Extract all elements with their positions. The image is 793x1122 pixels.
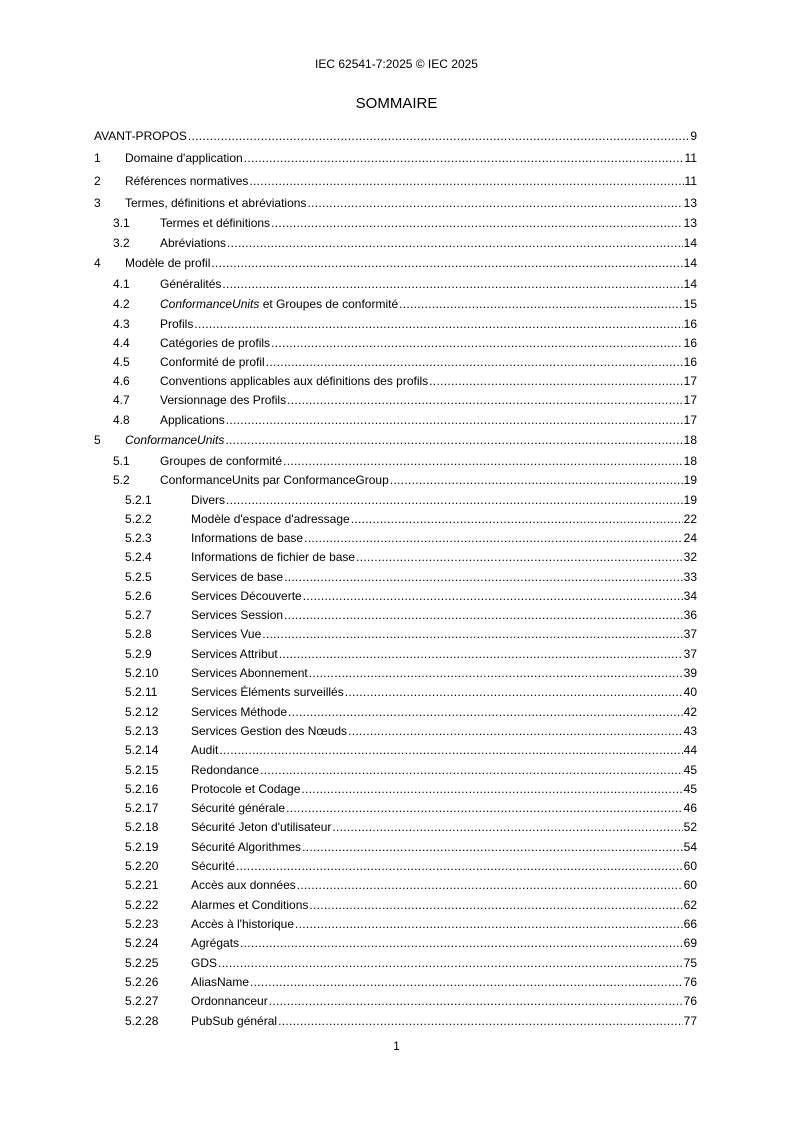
toc-entry[interactable] xyxy=(113,295,697,311)
toc-entry-title-text: Conformité de profil xyxy=(160,355,265,369)
toc-entry-page: 33 xyxy=(683,570,697,584)
toc-entry-page: 11 xyxy=(684,174,697,188)
toc-entry-title-text: Groupes de conformité xyxy=(160,454,283,468)
toc-entry[interactable] xyxy=(113,471,697,487)
toc-entry-title-text: Versionnage des Profils xyxy=(160,393,287,407)
toc-entry-title-text: et Groupes de conformité xyxy=(259,297,399,311)
toc-leader-dots xyxy=(240,936,683,950)
toc-entry-title-text: Alarmes et Conditions xyxy=(191,898,309,912)
toc-entry-number: 5.2.10 xyxy=(125,666,159,680)
toc-leader-dots xyxy=(225,433,682,447)
toc-entry[interactable] xyxy=(125,510,697,526)
toc-entry[interactable] xyxy=(125,548,697,564)
toc-entry-title xyxy=(191,763,259,777)
toc-entry-page: 52 xyxy=(683,820,697,834)
toc-entry-page: 14 xyxy=(683,236,697,250)
toc-entry-page: 66 xyxy=(683,917,697,931)
toc-entry-page: 46 xyxy=(683,801,697,815)
toc-entry-title xyxy=(191,917,294,931)
toc-leader-dots xyxy=(266,355,683,369)
toc-entry[interactable] xyxy=(113,391,697,407)
toc-entry-page: 14 xyxy=(683,277,697,291)
toc-entry[interactable] xyxy=(125,799,697,815)
toc-entry-page: 45 xyxy=(683,763,697,777)
toc-entry[interactable] xyxy=(125,992,697,1008)
toc-entry[interactable] xyxy=(125,838,697,854)
toc-entry[interactable] xyxy=(113,334,697,350)
toc-entry-page: 17 xyxy=(683,374,697,388)
toc-leader-dots xyxy=(288,705,683,719)
toc-entry-title-text: Services Session xyxy=(191,608,284,622)
toc-entry-title-text: Informations de base xyxy=(191,531,304,545)
toc-entry-number: 5.2.17 xyxy=(125,801,159,815)
toc-entry-number: 5.2.3 xyxy=(125,531,152,545)
toc-entry-title-text: Applications xyxy=(160,413,225,427)
toc-entry-title-text: PubSub général xyxy=(191,1014,278,1028)
toc-entry-number: 5.2.15 xyxy=(125,763,159,777)
toc-entry[interactable] xyxy=(125,973,697,989)
toc-leader-dots xyxy=(303,589,683,603)
toc-entry-number: 5.2.13 xyxy=(125,724,159,738)
toc-entry-page: 60 xyxy=(683,878,697,892)
toc-entry-page: 19 xyxy=(683,493,697,507)
toc-entry-title-text: Services Abonnement xyxy=(191,666,308,680)
toc-entry-title-text: Sécurité Algorithmes xyxy=(191,840,302,854)
toc-leader-dots xyxy=(304,531,683,545)
toc-entry[interactable] xyxy=(125,915,697,931)
toc-leader-dots xyxy=(226,413,683,427)
toc-entry-number: 4 xyxy=(94,256,101,270)
toc-entry[interactable] xyxy=(125,606,697,622)
toc-entry-number: 5.2.8 xyxy=(125,627,152,641)
toc-entry-title-text: Catégories de profils xyxy=(160,336,271,350)
toc-entry-number: 5.2.19 xyxy=(125,840,159,854)
toc-entry-number: 5.2.18 xyxy=(125,820,159,834)
toc-entry[interactable] xyxy=(125,780,697,796)
toc-entry-page: 15 xyxy=(683,297,697,311)
toc-entry[interactable] xyxy=(125,722,697,738)
toc-entry[interactable] xyxy=(94,172,697,188)
toc-entry-page: 43 xyxy=(683,724,697,738)
toc-entry-page: 18 xyxy=(683,454,697,468)
toc-leader-dots xyxy=(283,454,683,468)
toc-entry-title-text: AliasName xyxy=(191,975,250,989)
toc-entry-number: 5.2.21 xyxy=(125,878,159,892)
toc-entry[interactable] xyxy=(125,491,697,507)
toc-entry-title xyxy=(191,975,249,989)
toc-entry-title-text: Sécurité Jeton d'utilisateur xyxy=(191,820,332,834)
toc-leader-dots xyxy=(227,236,683,250)
toc-entry-title-text: Abréviations xyxy=(160,236,227,250)
toc-entry-title xyxy=(160,297,398,311)
toc-leader-dots xyxy=(260,763,683,777)
toc-entry-title xyxy=(94,129,187,143)
toc-entry-title xyxy=(191,608,283,622)
toc-entry-page: 37 xyxy=(683,647,697,661)
toc-entry-number: 5.2.4 xyxy=(125,550,152,564)
toc-entry-title-text: Sécurité générale xyxy=(191,801,286,815)
toc-entry-number: 4.2 xyxy=(113,297,130,311)
toc-entry-title xyxy=(191,801,285,815)
toc-entry-title xyxy=(191,936,239,950)
toc-entry-page: 14 xyxy=(683,256,697,270)
toc-entry[interactable] xyxy=(94,149,697,165)
toc-entry-title-text: Ordonnanceur xyxy=(191,994,268,1008)
toc-entry-page: 76 xyxy=(683,994,697,1008)
toc-entry[interactable] xyxy=(125,529,697,545)
toc-entry-title xyxy=(160,236,226,250)
toc-leader-dots xyxy=(279,647,683,661)
toc-entry-number: 5.2.5 xyxy=(125,570,152,584)
toc-entry-title xyxy=(160,413,225,427)
toc-entry-number: 5.2.26 xyxy=(125,975,159,989)
toc-entry-number: 5.2.22 xyxy=(125,898,159,912)
toc-entry[interactable] xyxy=(125,1012,697,1028)
page-number: 1 xyxy=(393,1039,400,1053)
toc-entry-title xyxy=(160,374,428,388)
toc-entry-title xyxy=(191,898,308,912)
toc-entry-title-italic: ConformanceUnits xyxy=(125,433,225,447)
toc-entry-number: 5.2.28 xyxy=(125,1014,159,1028)
toc-entry-title xyxy=(191,493,225,507)
toc-entry-page: 13 xyxy=(683,196,697,210)
toc-entry-title xyxy=(160,355,265,369)
toc-leader-dots xyxy=(278,1014,683,1028)
toc-entry-title-text: Accès à l'historique xyxy=(191,917,295,931)
toc-entry-title-text: Domaine d'application xyxy=(125,151,243,165)
toc-entry-title-text: Divers xyxy=(191,493,226,507)
toc-entry[interactable] xyxy=(125,934,697,950)
toc-leader-dots xyxy=(211,256,682,270)
toc-entry[interactable] xyxy=(125,645,697,661)
toc-entry-page: 40 xyxy=(683,685,697,699)
toc-entry-page: 77 xyxy=(683,1014,697,1028)
toc-entry-title-text: Protocole et Codage xyxy=(191,782,301,796)
toc-entry-title xyxy=(191,647,278,661)
toc-entry-number: 3.2 xyxy=(113,236,130,250)
toc-entry-title-text: Modèle de profil xyxy=(125,256,211,270)
toc-entry-page: 24 xyxy=(683,531,697,545)
toc-entry-title-text: Généralités xyxy=(160,277,222,291)
toc-entry[interactable] xyxy=(125,568,697,584)
toc-entry-title-text: Services de base xyxy=(191,570,284,584)
toc-entry-title xyxy=(191,685,344,699)
toc-entry-number: 5.2.20 xyxy=(125,859,159,873)
toc-entry-page: 16 xyxy=(683,355,697,369)
toc-entry-title xyxy=(160,317,193,331)
toc-entry-title-text: Termes, définitions et abréviations xyxy=(125,196,307,210)
toc-entry-title xyxy=(160,393,286,407)
toc-entry[interactable] xyxy=(94,431,697,447)
toc-leader-dots xyxy=(332,820,682,834)
toc-entry-title xyxy=(191,956,217,970)
toc-entry-page: 9 xyxy=(690,129,697,143)
toc-entry-number: 5.2.1 xyxy=(125,493,152,507)
toc-entry[interactable] xyxy=(94,254,697,270)
toc-entry-title-text: Accès aux données xyxy=(191,878,296,892)
toc-entry-number: 5.2.24 xyxy=(125,936,159,950)
toc-entry-page: 75 xyxy=(683,956,697,970)
toc-leader-dots xyxy=(302,840,683,854)
toc-entry-title xyxy=(160,336,270,350)
toc-leader-dots xyxy=(244,151,684,165)
toc-entry-page: 62 xyxy=(683,898,697,912)
toc-entry-page: 22 xyxy=(683,512,697,526)
toc-entry-number: 3.1 xyxy=(113,216,130,230)
toc-entry[interactable] xyxy=(125,587,697,603)
toc-entry[interactable] xyxy=(125,741,697,757)
toc-entry-title xyxy=(191,570,283,584)
toc-entry-page: 45 xyxy=(683,782,697,796)
toc-entry-page: 32 xyxy=(683,550,697,564)
toc-entry[interactable] xyxy=(113,372,697,388)
toc-entry-number: 5 xyxy=(94,433,101,447)
toc-entry-page: 17 xyxy=(683,393,697,407)
toc-leader-dots xyxy=(351,512,683,526)
toc-entry-title xyxy=(191,994,268,1008)
toc-entry-title-text: Conventions applicables aux définitions des profils xyxy=(160,374,429,388)
toc-leader-dots xyxy=(390,473,683,487)
toc-entry-number: 5.2 xyxy=(113,473,130,487)
toc-entry-title xyxy=(160,216,270,230)
toc-entry-number: 5.2.12 xyxy=(125,705,159,719)
toc-leader-dots xyxy=(226,493,683,507)
toc-leader-dots xyxy=(295,917,683,931)
toc-leader-dots xyxy=(249,174,683,188)
toc-entry-title-text: AVANT-PROPOS xyxy=(94,129,187,143)
toc-entry-title-text: Références normatives xyxy=(125,174,249,188)
toc-leader-dots xyxy=(269,994,683,1008)
toc-entry-title-text: Termes et définitions xyxy=(160,216,271,230)
toc-leader-dots xyxy=(222,277,682,291)
toc-leader-dots xyxy=(309,666,683,680)
toc-entry-title-text: Services Attribut xyxy=(191,647,278,661)
toc-entry-number: 5.2.23 xyxy=(125,917,159,931)
toc-entry-title xyxy=(191,512,350,526)
toc-entry-title xyxy=(160,454,282,468)
toc-entry-title-text: Redondance xyxy=(191,763,260,777)
toc-entry-title-text: Informations de fichier de base xyxy=(191,550,356,564)
toc-entry-number: 5.2.6 xyxy=(125,589,152,603)
toc-entry-page: 19 xyxy=(683,473,697,487)
toc-leader-dots xyxy=(297,878,683,892)
toc-entry-title xyxy=(191,531,303,545)
toc-entry[interactable] xyxy=(125,876,697,892)
toc-entry-title xyxy=(191,666,308,680)
toc-entry-title-text: Modèle d'espace d'adressage xyxy=(191,512,350,526)
toc-entry-title-text: Agrégats xyxy=(191,936,240,950)
toc-entry-page: 42 xyxy=(683,705,697,719)
toc-leader-dots xyxy=(250,975,683,989)
toc-entry-title-text: Services Éléments surveillés xyxy=(191,685,344,699)
toc-entry-number: 4.7 xyxy=(113,393,130,407)
toc-entry-title xyxy=(160,277,221,291)
toc-entry[interactable] xyxy=(113,411,697,427)
toc-entry-title xyxy=(191,627,261,641)
toc-entry-title xyxy=(125,196,306,210)
toc-entry-title xyxy=(191,840,301,854)
toc-entry-number: 4.4 xyxy=(113,336,130,350)
toc-entry-number: 5.2.9 xyxy=(125,647,152,661)
toc-entry-number: 4.6 xyxy=(113,374,130,388)
toc-entry-title-text: ConformanceUnits par ConformanceGroup xyxy=(160,473,389,487)
toc-entry-page: 54 xyxy=(683,840,697,854)
toc-leader-dots xyxy=(271,336,683,350)
toc-leader-dots xyxy=(284,570,683,584)
toc-entry[interactable] xyxy=(94,194,697,210)
toc-entry-title xyxy=(160,473,389,487)
toc-entry-page: 16 xyxy=(683,317,697,331)
toc-entry-title-text: Services Vue xyxy=(191,627,262,641)
toc-entry-page: 16 xyxy=(683,336,697,350)
toc-entry[interactable] xyxy=(125,683,697,699)
toc-leader-dots xyxy=(284,608,683,622)
toc-entry-number: 5.2.25 xyxy=(125,956,159,970)
toc-entry[interactable] xyxy=(113,275,697,291)
toc-leader-dots xyxy=(188,129,689,143)
toc-entry-page: 37 xyxy=(683,627,697,641)
toc-entry-number: 5.2.27 xyxy=(125,994,159,1008)
toc-leader-dots xyxy=(301,782,682,796)
toc-entry-title xyxy=(191,743,218,757)
toc-entry-page: 11 xyxy=(684,151,697,165)
toc-entry-page: 76 xyxy=(683,975,697,989)
toc-leader-dots xyxy=(307,196,682,210)
toc-entry-number: 5.2.11 xyxy=(125,685,158,699)
toc-entry-number: 5.2.16 xyxy=(125,782,159,796)
toc-leader-dots xyxy=(399,297,683,311)
page-title: SOMMAIRE xyxy=(355,95,438,112)
toc-leader-dots xyxy=(236,859,683,873)
toc-entry-title xyxy=(125,151,243,165)
toc-entry-page: 69 xyxy=(683,936,697,950)
toc-entry[interactable] xyxy=(113,353,697,369)
toc-entry-page: 44 xyxy=(683,743,697,757)
toc-leader-dots xyxy=(429,374,682,388)
toc-entry-page: 36 xyxy=(683,608,697,622)
toc-leader-dots xyxy=(286,801,683,815)
page-header: IEC 62541-7:2025 © IEC 2025 xyxy=(315,57,478,71)
toc-entry-number: 4.3 xyxy=(113,317,130,331)
toc-leader-dots xyxy=(348,724,683,738)
toc-entry-number: 2 xyxy=(94,174,101,188)
toc-entry-title xyxy=(191,820,331,834)
toc-leader-dots xyxy=(345,685,683,699)
toc-leader-dots xyxy=(356,550,683,564)
toc-leader-dots xyxy=(271,216,683,230)
toc-entry-title xyxy=(191,550,355,564)
toc-entry-number: 1 xyxy=(94,151,101,165)
toc-entry-title-text: Services Méthode xyxy=(191,705,288,719)
toc-entry-title xyxy=(191,1014,277,1028)
toc-entry-number: 4.1 xyxy=(113,277,130,291)
toc-entry-title xyxy=(191,859,235,873)
toc-leader-dots xyxy=(194,317,682,331)
toc-entry[interactable] xyxy=(125,857,697,873)
toc-entry-page: 60 xyxy=(683,859,697,873)
toc-entry-title xyxy=(125,256,210,270)
toc-entry[interactable] xyxy=(125,818,697,834)
toc-entry[interactable] xyxy=(125,954,697,970)
toc-entry-title xyxy=(191,589,302,603)
toc-entry-title-text: Services Gestion des Nœuds xyxy=(191,724,348,738)
toc-entry-page: 39 xyxy=(683,666,697,680)
toc-leader-dots xyxy=(287,393,683,407)
toc-entry-page: 18 xyxy=(683,433,697,447)
toc-entry-title-italic: ConformanceUnits xyxy=(160,297,260,311)
toc-entry[interactable] xyxy=(125,664,697,680)
toc-entry-title xyxy=(191,878,296,892)
toc-leader-dots xyxy=(262,627,682,641)
toc-entry[interactable] xyxy=(113,315,697,331)
toc-entry[interactable] xyxy=(94,127,697,143)
toc-entry-page: 34 xyxy=(683,589,697,603)
toc-entry-number: 3 xyxy=(94,196,101,210)
toc-leader-dots xyxy=(218,956,683,970)
toc-entry-title xyxy=(125,174,248,188)
toc-entry-title xyxy=(191,724,347,738)
toc-entry-number: 5.2.7 xyxy=(125,608,152,622)
toc-entry-title xyxy=(125,433,224,447)
toc-entry-page: 17 xyxy=(683,413,697,427)
toc-entry[interactable] xyxy=(125,625,697,641)
toc-entry-page: 13 xyxy=(683,216,697,230)
toc-entry[interactable] xyxy=(125,761,697,777)
toc-entry[interactable] xyxy=(113,452,697,468)
toc-entry-title-text: Services Découverte xyxy=(191,589,302,603)
toc-entry-title-text: Profils xyxy=(160,317,194,331)
toc-entry-title xyxy=(191,705,287,719)
toc-entry-number: 4.5 xyxy=(113,355,130,369)
toc-entry[interactable] xyxy=(125,703,697,719)
toc-entry-title xyxy=(191,782,300,796)
toc-entry[interactable] xyxy=(113,234,697,250)
toc-entry-title-text: GDS xyxy=(191,956,218,970)
toc-leader-dots xyxy=(309,898,682,912)
toc-entry[interactable] xyxy=(113,214,697,230)
toc-leader-dots xyxy=(219,743,682,757)
toc-entry[interactable] xyxy=(125,896,697,912)
toc-entry-title-text: Sécurité xyxy=(191,859,236,873)
toc-entry-number: 5.2.14 xyxy=(125,743,159,757)
toc-entry-number: 5.1 xyxy=(113,454,130,468)
toc-entry-title-text: Audit xyxy=(191,743,219,757)
toc-entry-number: 4.8 xyxy=(113,413,130,427)
toc-entry-number: 5.2.2 xyxy=(125,512,152,526)
